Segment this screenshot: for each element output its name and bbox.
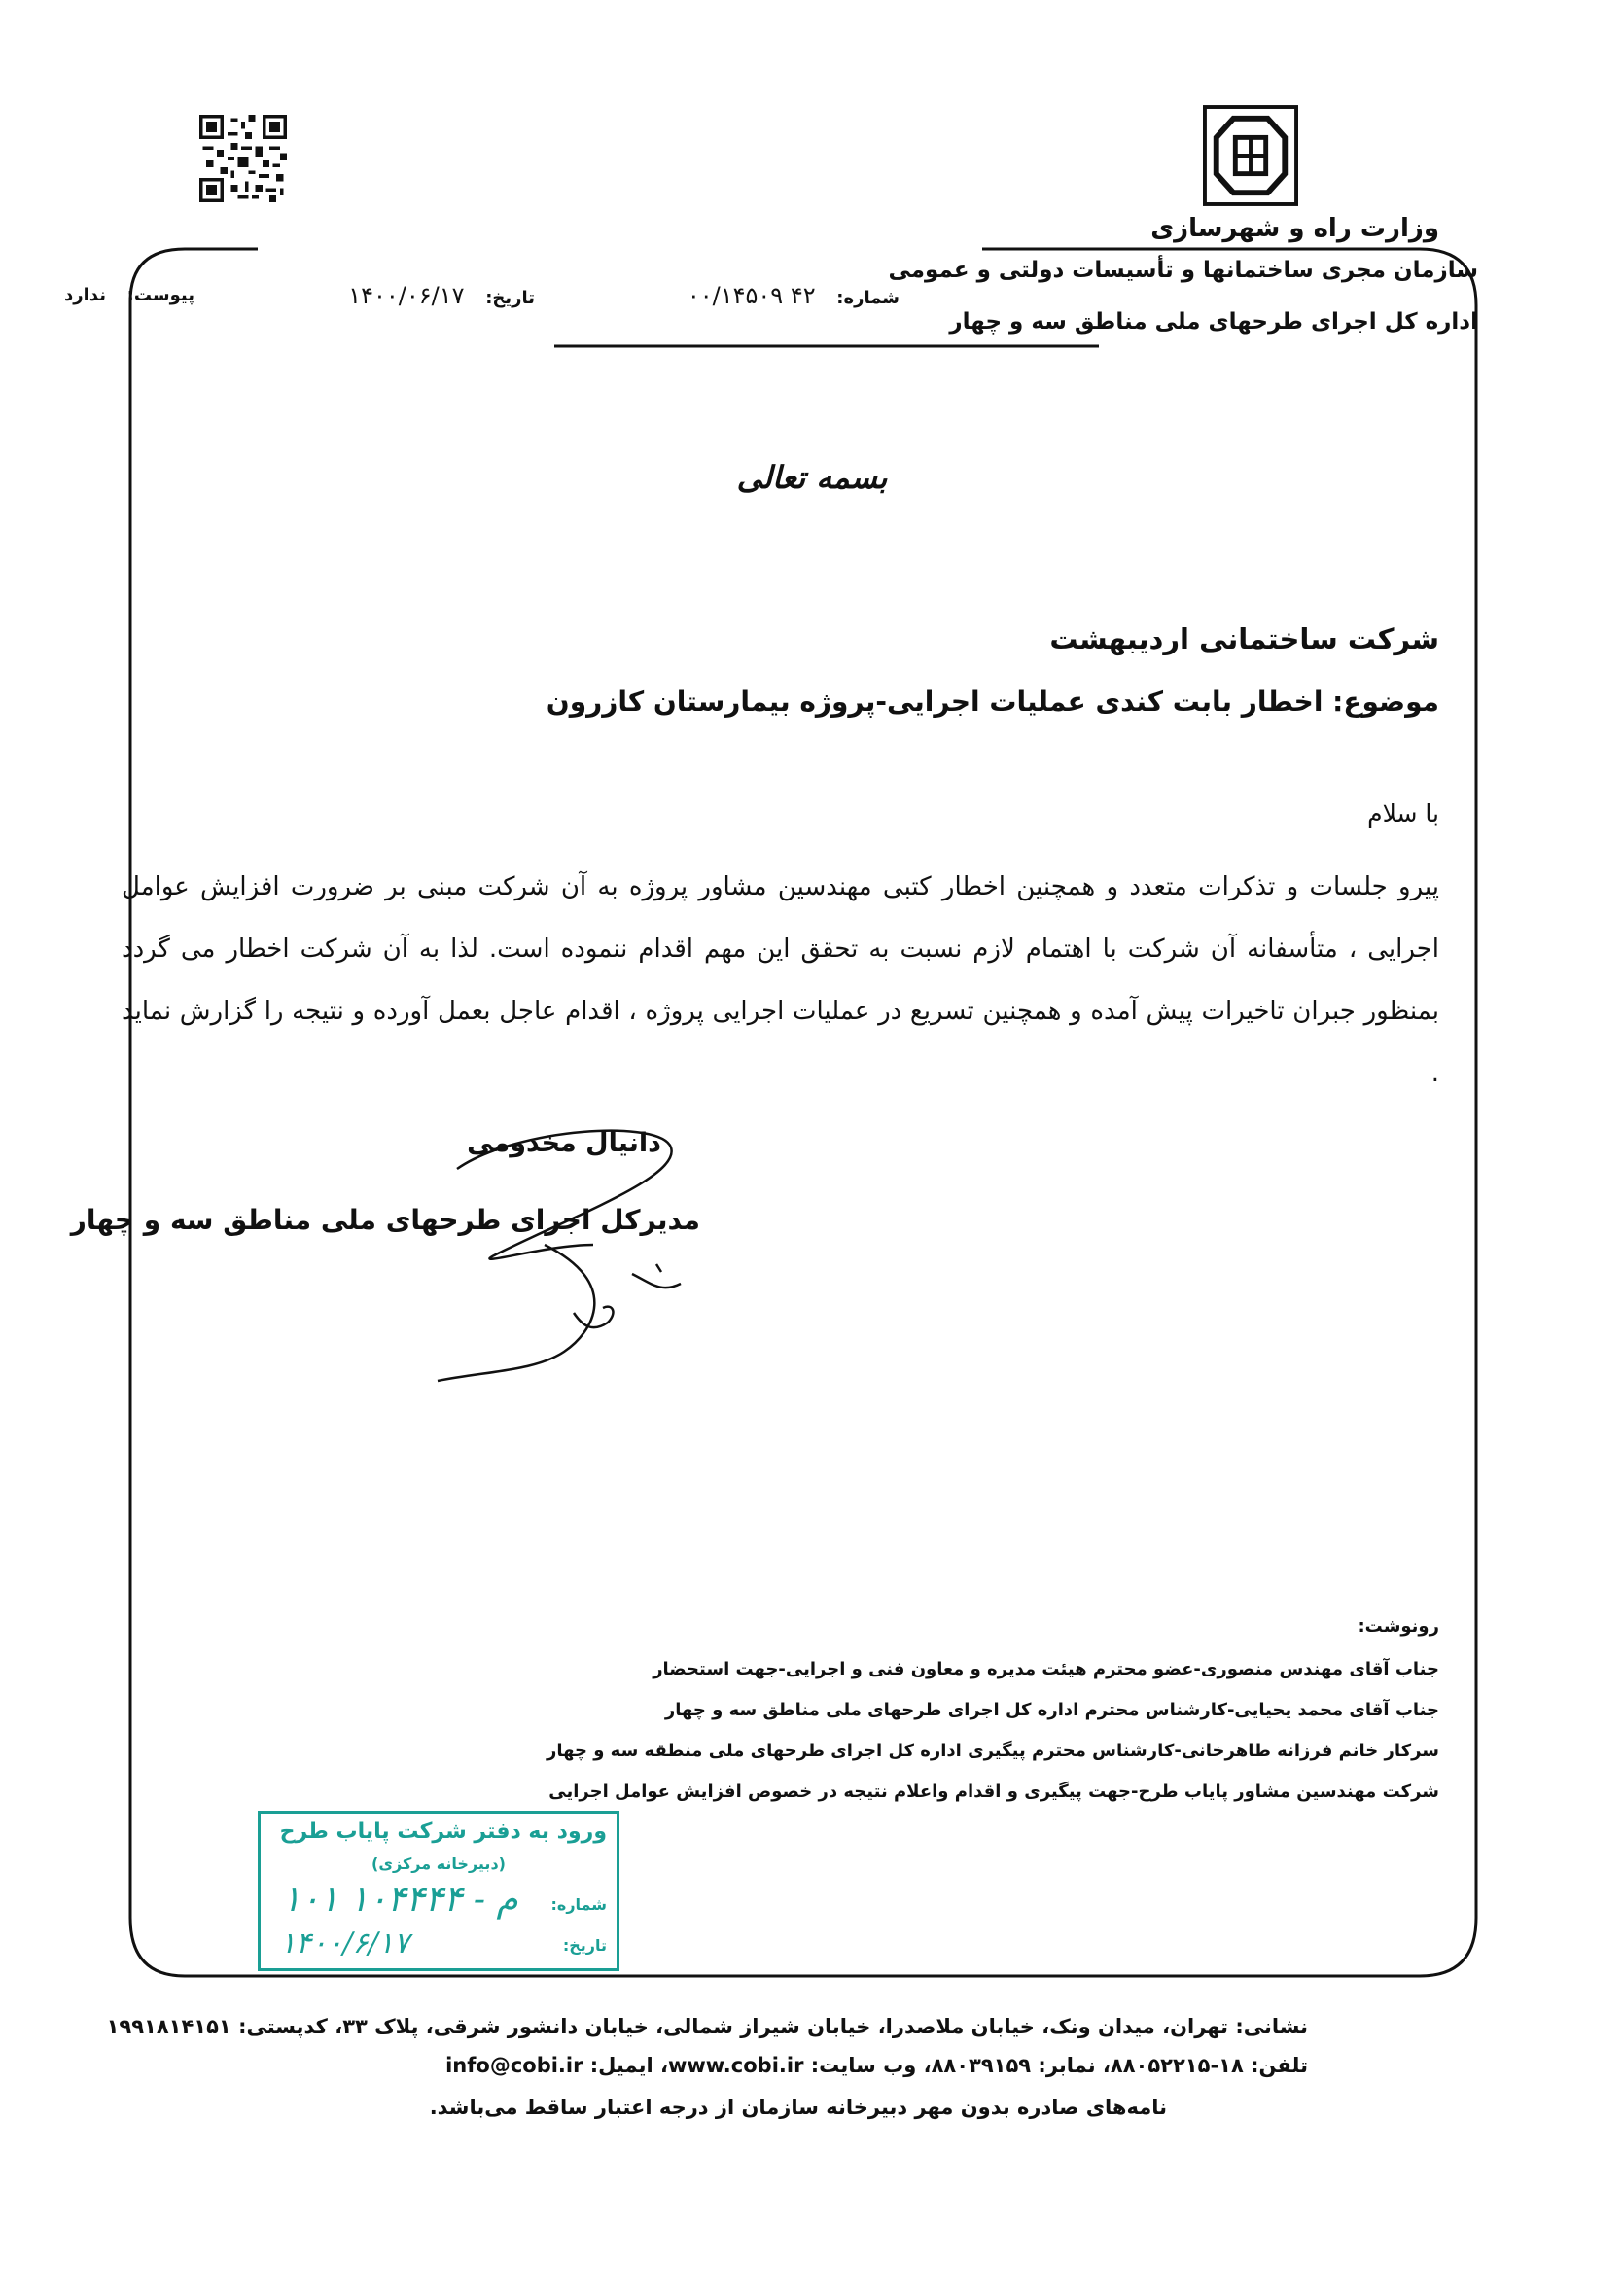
stamp-number-label: شماره: (550, 1895, 607, 1914)
receipt-stamp (258, 1811, 619, 1971)
qr-code-icon (199, 115, 287, 202)
letter-date-value: ۱۴۰۰/۰۶/۱۷ (348, 282, 465, 309)
attachment-value: ندارد (64, 285, 106, 305)
recipient: شرکت ساختمانی اردیبهشت (1049, 622, 1439, 655)
ministry-name: وزارت راه و شهرسازی (1150, 214, 1439, 243)
stamp-subtitle: (دبیرخانه مرکزی) (371, 1854, 506, 1873)
stamp-date-label: تاریخ: (562, 1936, 607, 1955)
department-name: اداره کل اجرای طرحهای ملی مناطق سه و چهار (949, 309, 1478, 335)
attachment-label: پیوست: (126, 285, 194, 305)
greeting: با سلام (1367, 799, 1439, 828)
footer-contact: تلفن: ۱۸-۸۸۰۵۲۲۱۵، نمابر: ۸۸۰۳۹۱۵۹، وب سایت: www.cobi.ir، ایمیل: info@cobi.ir (445, 2054, 1308, 2077)
ministry-logo-icon (1203, 105, 1298, 206)
cc-line: سرکار خانم فرزانه طاهرخانی-کارشناس محترم پیگیری اداره کل اجرای طرحهای ملی منطقه سه و چهار (546, 1741, 1439, 1761)
signatory-name: دانیال مخدومی (467, 1128, 661, 1158)
invocation: بسمه تعالی (736, 459, 888, 496)
organization-name: سازمان مجری ساختمانها و تأسیسات دولتی و عمومی (888, 258, 1478, 283)
cc-title: رونوشت: (1358, 1616, 1439, 1637)
letter-frame (126, 243, 1478, 1994)
stamp-date-handwritten: ۱۴۰۰/۶/۱۷ (280, 1926, 410, 1960)
cc-line: جناب آقای مهندس منصوری-عضو محترم هیئت مدیره و معاون فنی و اجرایی-جهت استحضار (653, 1659, 1439, 1679)
cc-line: شرکت مهندسین مشاور پایاب طرح-جهت پیگیری و اقدام واعلام نتیجه در خصوص افزایش عوامل اجرایی (548, 1782, 1439, 1802)
footer-notice: نامه‌های صادره بدون مهر دبیرخانه سازمان از درجه اعتبار ساقط می‌باشد. (429, 2096, 1167, 2119)
letter-number-value: ۴۲ ۰۰/۱۴۵۰۹ (687, 282, 816, 309)
handwritten-signature (428, 1109, 700, 1391)
signatory-title: مدیرکل اجرای طرحهای ملی مناطق سه و چهار (70, 1204, 700, 1236)
stamp-title: ورود به دفتر شرکت پایاب طرح (279, 1819, 607, 1844)
cc-line: جناب آقای محمد یحیایی-کارشناس محترم اداره کل اجرای طرحهای ملی مناطق سه و چهار (664, 1700, 1439, 1720)
letter-date-label: تاریخ: (485, 288, 535, 308)
letter-number-label: شماره: (836, 288, 900, 308)
stamp-number-handwritten: ۱۰۱ م - ۱۰۴۴۴۴ (282, 1880, 518, 1920)
letter-body: پیرو جلسات و تذکرات متعدد و همچنین اخطار کتبی مهندسین مشاور پروژه به آن شرکت مبنی بر ضرورت افزایش عوامل اجرایی ، متأسفانه آن شرکت با اهتمام لازم نسبت به تحقق این مهم اقدام ننموده است. لذا به آن شرکت اخطار می گردد بمنظور جبران تاخیرات پیش آمده و همچنین تسریع در عملیات اجرایی پروژه ، اقدام عاجل بعمل آورده و نتیجه را گزارش نماید . (122, 872, 1439, 1088)
subject: موضوع: اخطار بابت کندی عملیات اجرایی-پروژه بیمارستان کازرون (546, 686, 1439, 718)
footer-address: نشانی: تهران، میدان ونک، خیابان ملاصدرا، خیابان شیراز شمالی، خیابان دانشور شرقی، پلاک ۳۳، کدپستی: ۱۹۹۱۸۱۴۱۵۱ (106, 2015, 1308, 2038)
